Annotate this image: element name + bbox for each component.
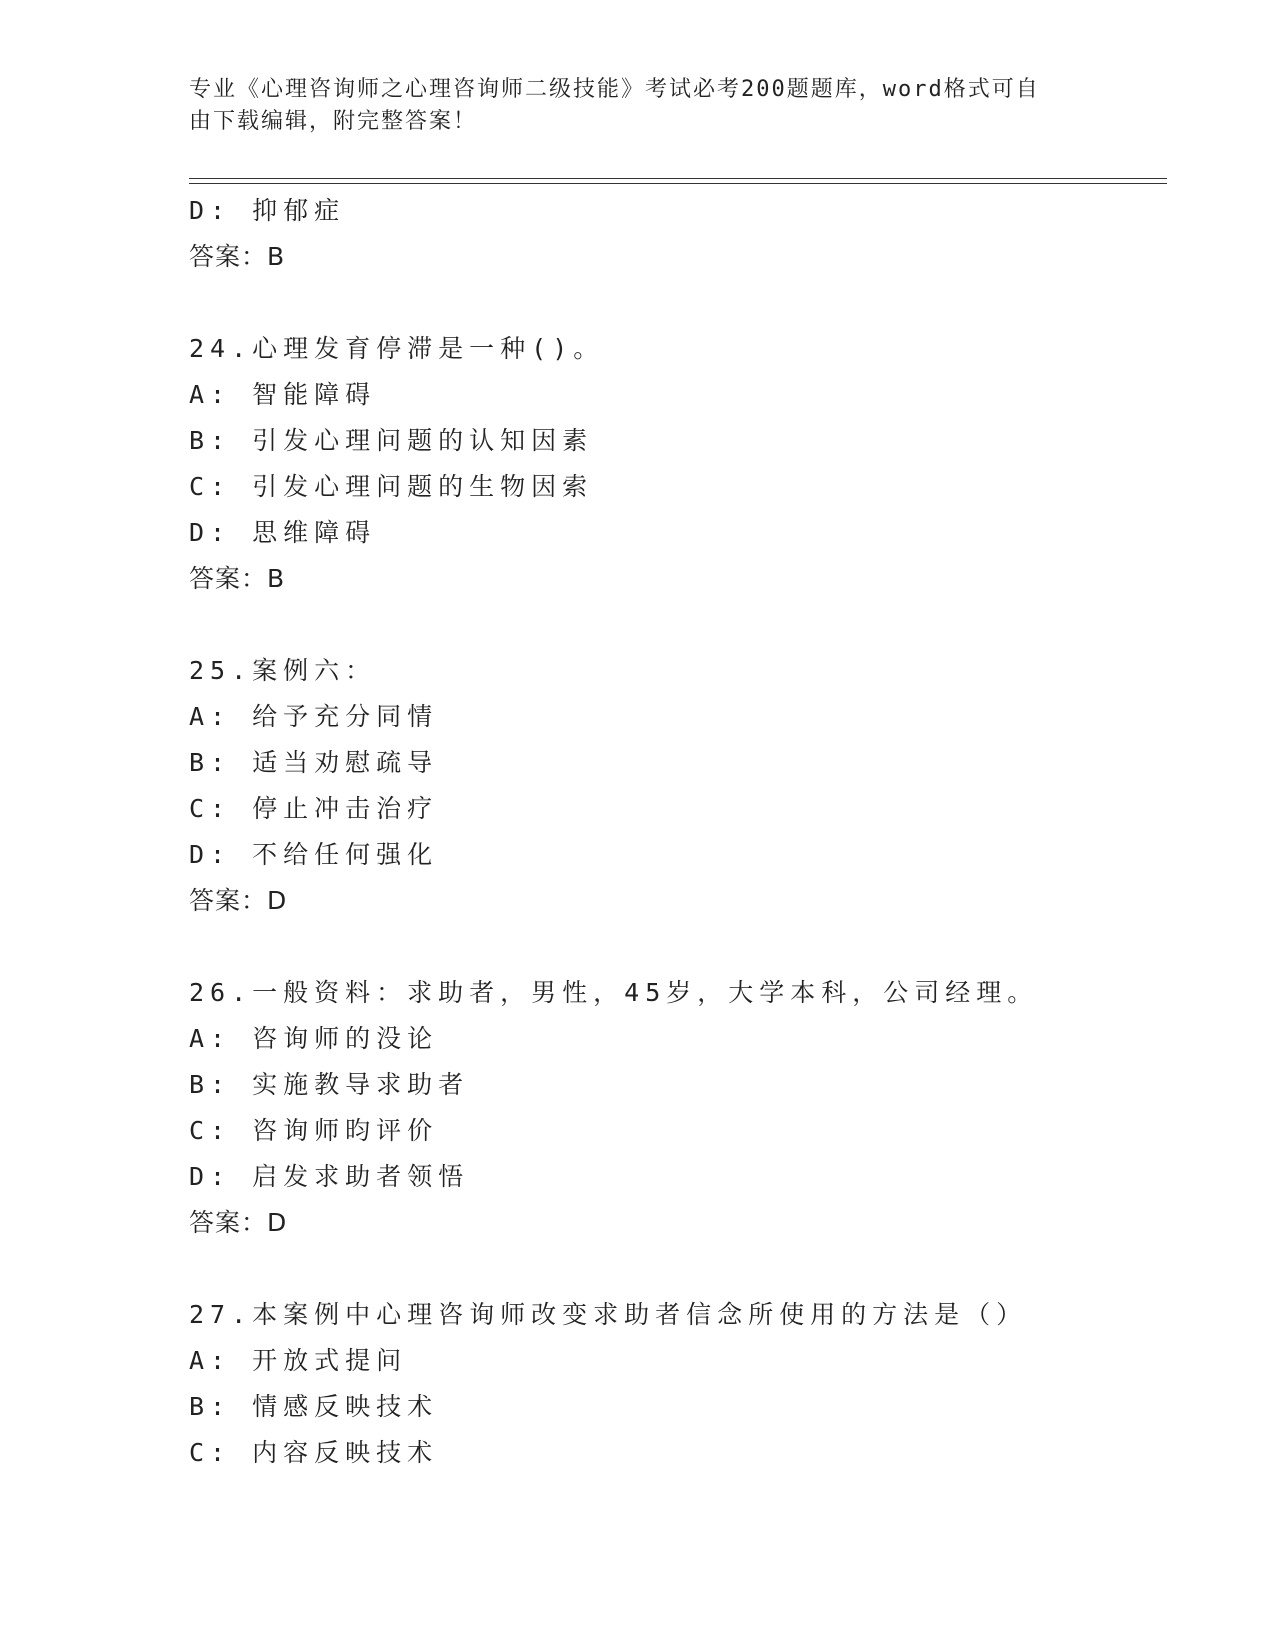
question-25: [189, 648, 1167, 924]
question-stem: 27.本案例中心理咨询师改变求助者信念所使用的方法是（）: [189, 1300, 1028, 1329]
question-27: [189, 1292, 1167, 1476]
question-stem: 24.心理发育停滞是一种()。: [189, 334, 605, 363]
option-d: D: 思维障碍: [189, 518, 377, 547]
option-c: C: 停止冲击治疗: [189, 794, 439, 823]
header-line-1: 专业《心理咨询师之心理咨询师二级技能》考试必考200题题库，word格式可自: [189, 77, 1040, 102]
option-b: B: 引发心理问题的认知因素: [189, 426, 594, 455]
option-a: A: 智能障碍: [189, 380, 377, 409]
option-c: C: 引发心理问题的生物因索: [189, 472, 594, 501]
answer: 答案：D: [189, 1208, 288, 1237]
question-24: [189, 326, 1167, 602]
question-stem: 26.一般资料：求助者，男性，45岁，大学本科，公司经理。: [189, 978, 1039, 1007]
option-c: C: 内容反映技术: [189, 1438, 439, 1467]
option-d: D: 抑郁症: [189, 196, 346, 225]
document-body: [189, 188, 1167, 1476]
question-26: [189, 970, 1167, 1246]
document-header: [189, 74, 1089, 138]
option-a: A: 给予充分同情: [189, 702, 439, 731]
option-a: A: 开放式提问: [189, 1346, 408, 1375]
question-23-tail: [189, 188, 1167, 280]
option-b: B: 实施教导求助者: [189, 1070, 470, 1099]
option-d: D: 不给任何强化: [189, 840, 439, 869]
answer: 答案：B: [189, 242, 286, 271]
header-divider: [189, 178, 1167, 184]
header-line-2: 由下载编辑，附完整答案！: [189, 109, 478, 134]
option-a: A: 咨询师的没论: [189, 1024, 439, 1053]
answer: 答案：B: [189, 564, 286, 593]
option-b: B: 情感反映技术: [189, 1392, 439, 1421]
option-b: B: 适当劝慰疏导: [189, 748, 439, 777]
option-c: C: 咨询师昀评价: [189, 1116, 439, 1145]
answer: 答案：D: [189, 886, 288, 915]
question-stem: 25.案例六：: [189, 656, 377, 685]
option-d: D: 启发求助者领悟: [189, 1162, 470, 1191]
